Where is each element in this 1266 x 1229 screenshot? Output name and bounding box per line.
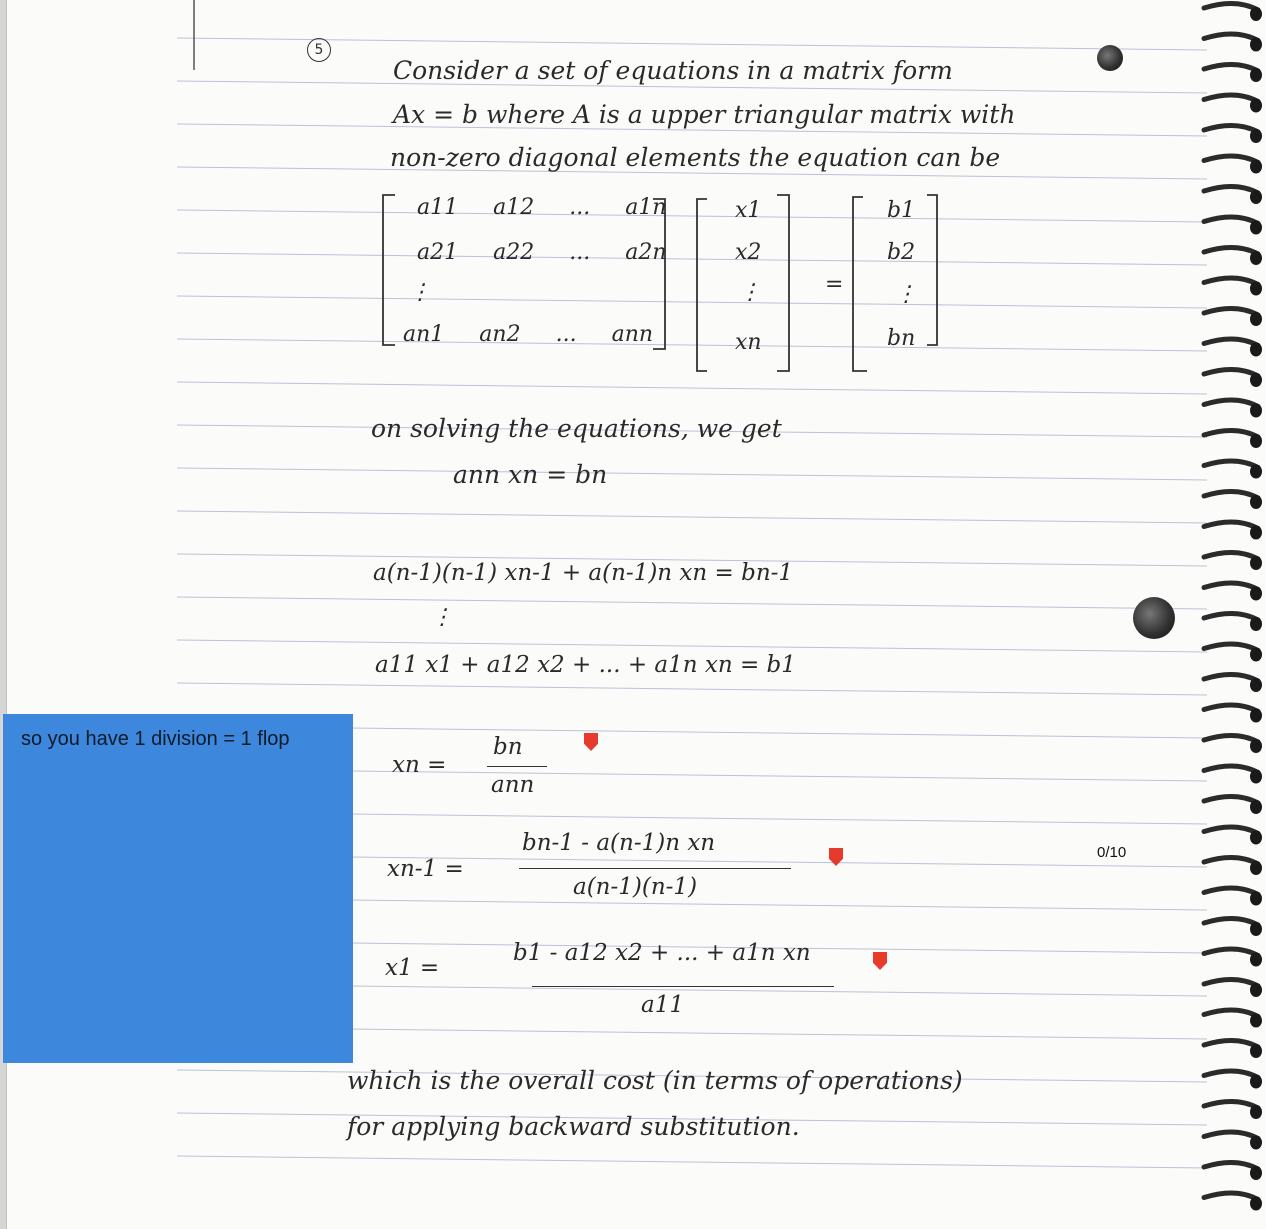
solution-1-numerator: bn xyxy=(493,734,523,760)
punch-hole xyxy=(1133,597,1175,639)
vector-b-2: b2 xyxy=(887,240,916,265)
vector-b-n: bn xyxy=(887,326,916,351)
vector-x-n: xn xyxy=(735,330,762,355)
vector-x-2: x2 xyxy=(735,240,762,265)
intro-line-2: Ax = b where A is a upper triangular matrix with xyxy=(393,100,1016,129)
intro-line-1: Consider a set of equations in a matrix form xyxy=(393,56,953,85)
comment-text: so you have 1 division = 1 flop xyxy=(21,728,290,750)
vector-x-1: x1 xyxy=(735,198,762,223)
equation-1: ann xn = bn xyxy=(453,460,608,489)
intro-line-3: non-zero diagonal elements the equation can be xyxy=(390,143,1001,172)
matrix-a-row-3: ⋮ xyxy=(409,280,431,305)
punch-hole xyxy=(1097,45,1123,71)
solution-2-denominator: a(n-1)(n-1) xyxy=(573,874,698,900)
solution-2-lhs: xn-1 = xyxy=(387,856,464,882)
vertical-dots: ⋮ xyxy=(431,605,453,630)
solution-2-numerator: bn-1 - a(n-1)n xn xyxy=(522,830,716,856)
solution-3-lhs: x1 = xyxy=(385,955,440,981)
fraction-bar xyxy=(532,986,834,987)
matrix-a-row-2: a21 a22 ... a2n xyxy=(417,240,667,265)
score-label[interactable]: 0/10 xyxy=(1097,844,1127,861)
vector-b-1: b1 xyxy=(887,198,916,223)
vector-b-dots: ⋮ xyxy=(895,282,917,307)
equation-3: a11 x1 + a12 x2 + ... + a1n xn = b1 xyxy=(375,652,796,678)
solution-1-lhs: xn = xyxy=(392,752,447,778)
comment-popup[interactable] xyxy=(3,714,353,1063)
fraction-bar xyxy=(519,868,791,869)
closing-line-2: for applying backward substitution. xyxy=(347,1112,800,1141)
solution-3-numerator: b1 - a12 x2 + ... + a1n xn xyxy=(513,940,811,966)
matrix-a-row-4: an1 an2 ... ann xyxy=(403,322,654,347)
spiral-binding xyxy=(1196,0,1266,1229)
vector-x-dots: ⋮ xyxy=(739,280,761,305)
matrix-a-row-1: a11 a12 ... a1n xyxy=(417,195,667,220)
solution-3-denominator: a11 xyxy=(641,992,684,1018)
solving-line: on solving the equations, we get xyxy=(371,414,782,443)
fraction-bar xyxy=(487,766,547,767)
solution-1-denominator: ann xyxy=(491,772,535,798)
closing-line-1: which is the overall cost (in terms of operations) xyxy=(347,1066,963,1095)
equation-2: a(n-1)(n-1) xn-1 + a(n-1)n xn = bn-1 xyxy=(373,560,794,586)
equals-sign: = xyxy=(825,272,844,297)
problem-number: 5 xyxy=(307,38,331,62)
